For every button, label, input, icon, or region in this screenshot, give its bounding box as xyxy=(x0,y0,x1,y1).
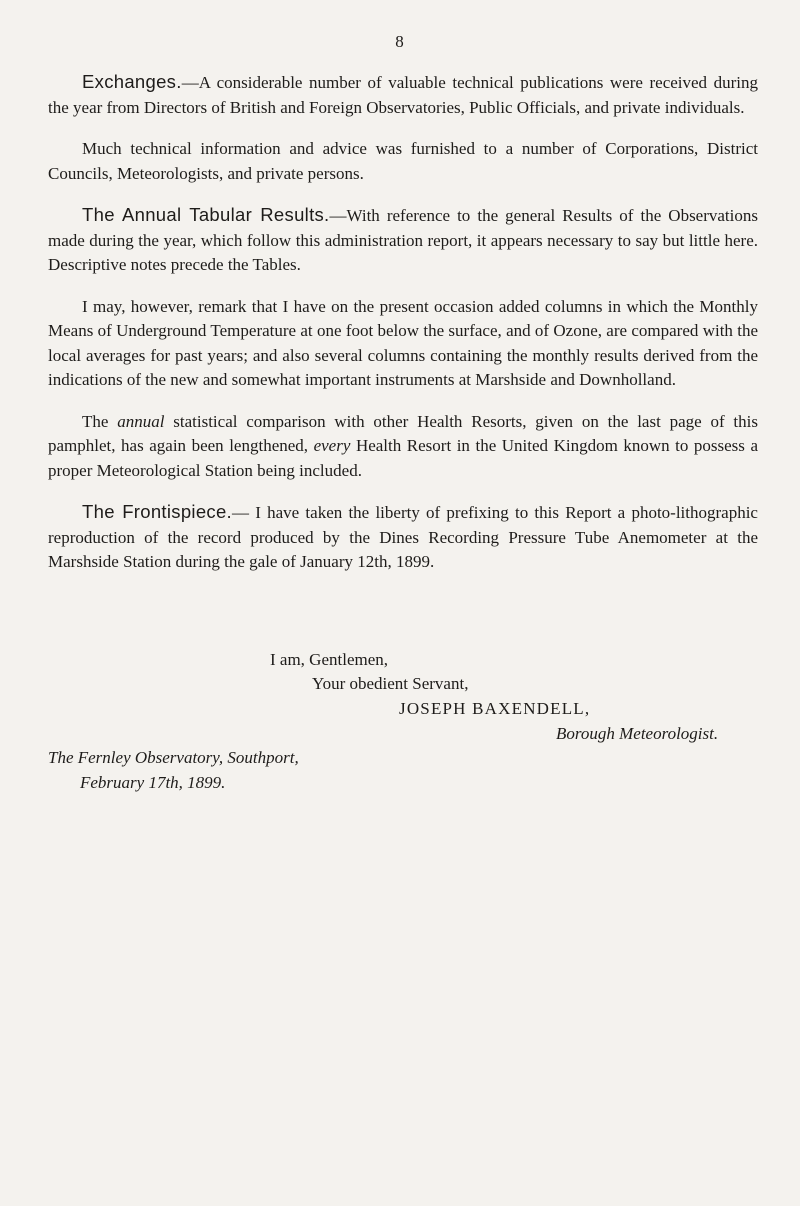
text-comparison-end: Health Resort in the United Kingdom known to possess a proper Meteorological Station being included. xyxy=(48,436,758,480)
paragraph-exchanges xyxy=(48,70,758,120)
paragraph-tabular-results xyxy=(48,203,758,278)
signatory-title: Borough Meteorologist. xyxy=(556,724,719,743)
paragraph-comparison xyxy=(48,410,758,484)
heading-frontispiece: The Frontispiece. xyxy=(82,501,232,522)
paragraph-remark xyxy=(48,295,758,393)
page-number: 8 xyxy=(395,32,405,51)
text-comparison-start: The xyxy=(82,411,118,431)
text-tabular-results: —With reference to the general Results of the Observations made during the year, which follow this administration report, it appears necessary to say but little here. Descriptive notes precede the Tables. xyxy=(48,206,758,274)
text-comparison-every: every xyxy=(313,436,351,455)
salutation: I am, Gentlemen, xyxy=(270,650,389,669)
heading-tabular-results: The Annual Tabular Results. xyxy=(82,204,330,225)
paragraph-advice xyxy=(48,137,758,186)
letter-date: February 17th, 1899. xyxy=(80,773,226,792)
observatory-location: The Fernley Observatory, Southport, xyxy=(48,748,299,767)
text-comparison-annual: annual xyxy=(117,411,165,431)
closing: Your obedient Servant, xyxy=(312,674,469,693)
text-comparison-middle: statistical comparison with other Health Resorts, given on the last page of this pamphlet, has again been lengthened, xyxy=(48,411,758,455)
text-frontispiece: — I have taken the liberty of prefixing to this Report a photo-lithographic reproduction of the record produced by the Dines Recording Pressure Tube Anemometer at the Marshside Station during the gale of January 12th, 1899. xyxy=(48,503,758,571)
text-advice: Much technical information and advice was furnished to a number of Corporations, District Councils, Meteorologists, and private persons. xyxy=(48,139,758,183)
heading-exchanges: Exchanges. xyxy=(82,71,182,92)
paragraph-frontispiece xyxy=(48,500,758,575)
text-exchanges: —A considerable number of valuable technical publications were received during the year from Directors of British and Foreign Observatories, Public Officials, and private individuals. xyxy=(48,73,758,117)
signatory-name: JOSEPH BAXENDELL, xyxy=(399,699,591,718)
text-remark: I may, however, remark that I have on the present occasion added columns in which the Monthly Means of Underground Temperature at one foot below the surface, and of Ozone, are compared with the local averages for past years; and also several columns containing the monthly results derived from the indications of the new and somewhat important instruments at Marshside and Downholland. xyxy=(48,296,758,389)
report-body xyxy=(48,70,758,592)
